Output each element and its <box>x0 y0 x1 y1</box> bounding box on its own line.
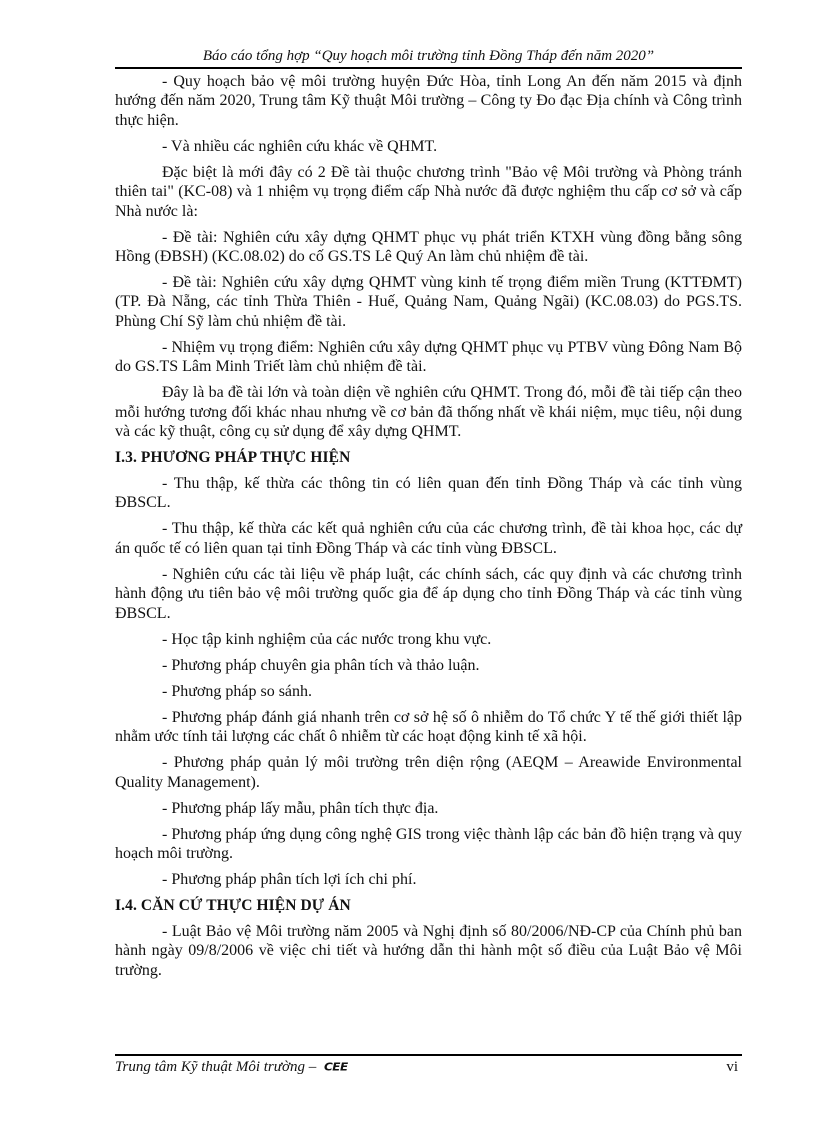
paragraph: - Quy hoạch bảo vệ môi trường huyện Đức Hòa, tỉnh Long An đến năm 2015 và định hướng đến năm 2020, Trung tâm Kỹ thuật Môi trường – Công ty Đo đạc Địa chính và Công trình thực hiện. <box>115 73 742 129</box>
paragraph: - Nhiệm vụ trọng điểm: Nghiên cứu xây dựng QHMT phục vụ PTBV vùng Đông Nam Bộ do GS.TS Lâm Minh Triết làm chủ nhiệm đề tài. <box>115 338 742 376</box>
paragraph: - Đề tài: Nghiên cứu xây dựng QHMT vùng kinh tế trọng điểm miền Trung (KTTĐMT) (TP. Đà Nẵng, các tỉnh Thừa Thiên - Huế, Quảng Nam, Quảng Ngãi) (KC.08.03) do PGS.TS. Phùng Chí Sỹ làm chủ nhiệm đề tài. <box>115 274 742 330</box>
paragraph: - Đề tài: Nghiên cứu xây dựng QHMT phục vụ phát triển KTXH vùng đồng bằng sông Hồng (ĐBSH) (KC.08.02) do cố GS.TS Lê Quý An làm chủ nhiệm đề tài. <box>115 228 742 266</box>
paragraph: - Nghiên cứu các tài liệu về pháp luật, các chính sách, các quy định và các chương trình hành động ưu tiên bảo vệ môi trường quốc gia để áp dụng cho tỉnh Đồng Tháp và các tỉnh vùng ĐBSCL. <box>115 565 742 622</box>
paragraph: - Phương pháp so sánh. <box>162 682 313 700</box>
paragraph: - Phương pháp chuyên gia phân tích và thảo luận. <box>162 656 480 674</box>
footer-organization: Trung tâm Kỹ thuật Môi trường – <box>115 1059 320 1075</box>
paragraph: Đây là ba đề tài lớn và toàn diện về nghiên cứu QHMT. Trong đó, mỗi đề tài tiếp cận theo mỗi hướng tương đối khác nhau nhưng về cơ bản đã thống nhất về khái niệm, mục tiêu, nội dung và các kỹ thuật, công cụ sử dụng để xây dựng QHMT. <box>115 384 742 441</box>
paragraph: - Phương pháp đánh giá nhanh trên cơ sở hệ số ô nhiễm do Tổ chức Y tế thế giới thiết lập nhằm ước tính tải lượng các chất ô nhiễm từ các hoạt động kinh tế xã hội. <box>115 708 742 746</box>
section-heading: I.4. CĂN CỨ THỰC HIỆN DỰ ÁN <box>115 896 351 914</box>
document-page <box>115 0 742 1123</box>
paragraph: - Luật Bảo vệ Môi trường năm 2005 và Nghị định số 80/2006/NĐ-CP của Chính phủ ban hành ngày 09/8/2006 về việc chi tiết và hướng dẫn thi hành một số điều của Luật Bảo vệ Môi trường. <box>115 922 742 979</box>
paragraph: - Thu thập, kế thừa các kết quả nghiên cứu của các chương trình, đề tài khoa học, các dự án quốc tế có liên quan tại tỉnh Đồng Tháp và các tỉnh vùng ĐBSCL. <box>115 520 742 557</box>
cee-logo-icon: CEE <box>323 1060 348 1074</box>
paragraph: - Phương pháp ứng dụng công nghệ GIS trong việc thành lập các bản đồ hiện trạng và quy hoạch môi trường. <box>115 825 742 862</box>
running-footer <box>115 1058 742 1076</box>
paragraph: - Phương pháp phân tích lợi ích chi phí. <box>162 870 417 888</box>
header-rule <box>115 67 742 69</box>
paragraph: - Và nhiều các nghiên cứu khác về QHMT. <box>162 137 438 155</box>
page-number: vi <box>726 1059 738 1075</box>
paragraph: Đặc biệt là mới đây có 2 Đề tài thuộc chương trình "Bảo vệ Môi trường và Phòng tránh thiên tai" (KC-08) và 1 nhiệm vụ trọng điểm cấp Nhà nước đã được nghiệm thu cấp cơ sở và cấp Nhà nước là: <box>115 163 742 220</box>
document-body <box>115 72 742 987</box>
footer-rule <box>115 1054 742 1056</box>
paragraph: - Phương pháp quản lý môi trường trên diện rộng (AEQM – Areawide Environmental Quality Management). <box>115 754 742 791</box>
paragraph: - Phương pháp lấy mẫu, phân tích thực địa. <box>162 799 439 817</box>
paragraph: - Thu thập, kế thừa các thông tin có liên quan đến tỉnh Đồng Tháp và các tỉnh vùng ĐBSCL. <box>115 475 742 512</box>
running-header: Báo cáo tổng hợp “Quy hoạch môi trường tỉnh Đồng Tháp đến năm 2020” <box>202 48 655 64</box>
paragraph: - Học tập kinh nghiệm của các nước trong khu vực. <box>162 630 492 648</box>
section-heading: I.3. PHƯƠNG PHÁP THỰC HIỆN <box>115 449 351 467</box>
